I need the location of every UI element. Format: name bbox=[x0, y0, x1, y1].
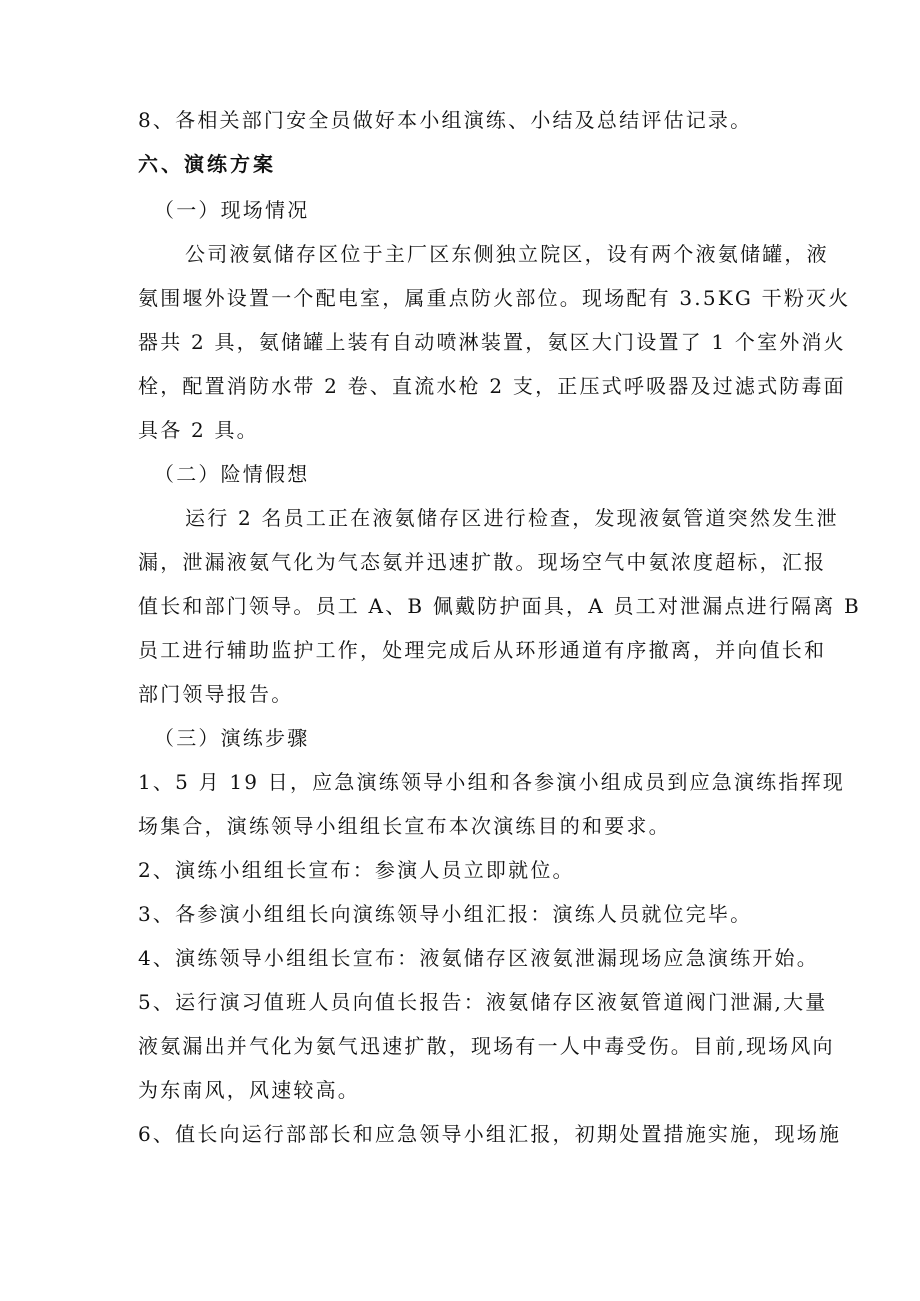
section-heading-drill-plan: 六、演练方案 bbox=[138, 152, 276, 176]
subheading-drill-steps: （三）演练步骤 bbox=[154, 726, 310, 750]
step-line: 场集合，演练领导小组组长宣布本次演练目的和要求。 bbox=[138, 814, 671, 838]
step-line: 为东南风，风速较高。 bbox=[138, 1078, 360, 1102]
paragraph-line: 氨围堰外设置一个配电室，属重点防火部位。现场配有 3.5KG 干粉灭火 bbox=[138, 286, 851, 310]
step-line: 1、5 月 19 日，应急演练领导小组和各参演小组成员到应急演练指挥现 bbox=[138, 770, 845, 794]
paragraph-line: 漏，泄漏液氨气化为气态氨并迅速扩散。现场空气中氨浓度超标，汇报 bbox=[138, 550, 827, 574]
paragraph-line: 运行 2 名员工正在液氨储存区进行检查，发现液氨管道突然发生泄 bbox=[185, 506, 839, 530]
subheading-site-situation: （一）现场情况 bbox=[154, 198, 310, 222]
paragraph-item-8: 8、各相关部门安全员做好本小组演练、小结及总结评估记录。 bbox=[138, 108, 753, 132]
paragraph-line: 值长和部门领导。员工 A、B 佩戴防护面具，A 员工对泄漏点进行隔离 B bbox=[138, 594, 861, 618]
step-line: 3、各参演小组组长向演练领导小组汇报：演练人员就位完毕。 bbox=[138, 902, 753, 926]
step-line: 液氨漏出并气化为氨气迅速扩散，现场有一人中毒受伤。目前,现场风向 bbox=[138, 1034, 835, 1058]
step-line: 5、运行演习值班人员向值长报告：液氨储存区液氨管道阀门泄漏,大量 bbox=[138, 990, 828, 1014]
paragraph-line: 栓，配置消防水带 2 卷、直流水枪 2 支，正压式呼吸器及过滤式防毒面 bbox=[138, 374, 846, 398]
paragraph-line: 具各 2 具。 bbox=[138, 418, 259, 442]
step-line: 2、演练小组组长宣布：参演人员立即就位。 bbox=[138, 858, 575, 882]
paragraph-line: 公司液氨储存区位于主厂区东侧独立院区，设有两个液氨储罐，液 bbox=[185, 242, 829, 266]
subheading-hazard-scenario: （二）险情假想 bbox=[154, 462, 310, 486]
paragraph-line: 器共 2 具，氨储罐上装有自动喷淋装置，氨区大门设置了 1 个室外消火 bbox=[138, 330, 846, 354]
step-line: 6、值长向运行部部长和应急领导小组汇报，初期处置措施实施，现场施 bbox=[138, 1122, 842, 1146]
paragraph-line: 员工进行辅助监护工作，处理完成后从环形通道有序撤离，并向值长和 bbox=[138, 638, 827, 662]
step-line: 4、演练领导小组组长宣布：液氨储存区液氨泄漏现场应急演练开始。 bbox=[138, 946, 819, 970]
paragraph-line: 部门领导报告。 bbox=[138, 682, 294, 706]
